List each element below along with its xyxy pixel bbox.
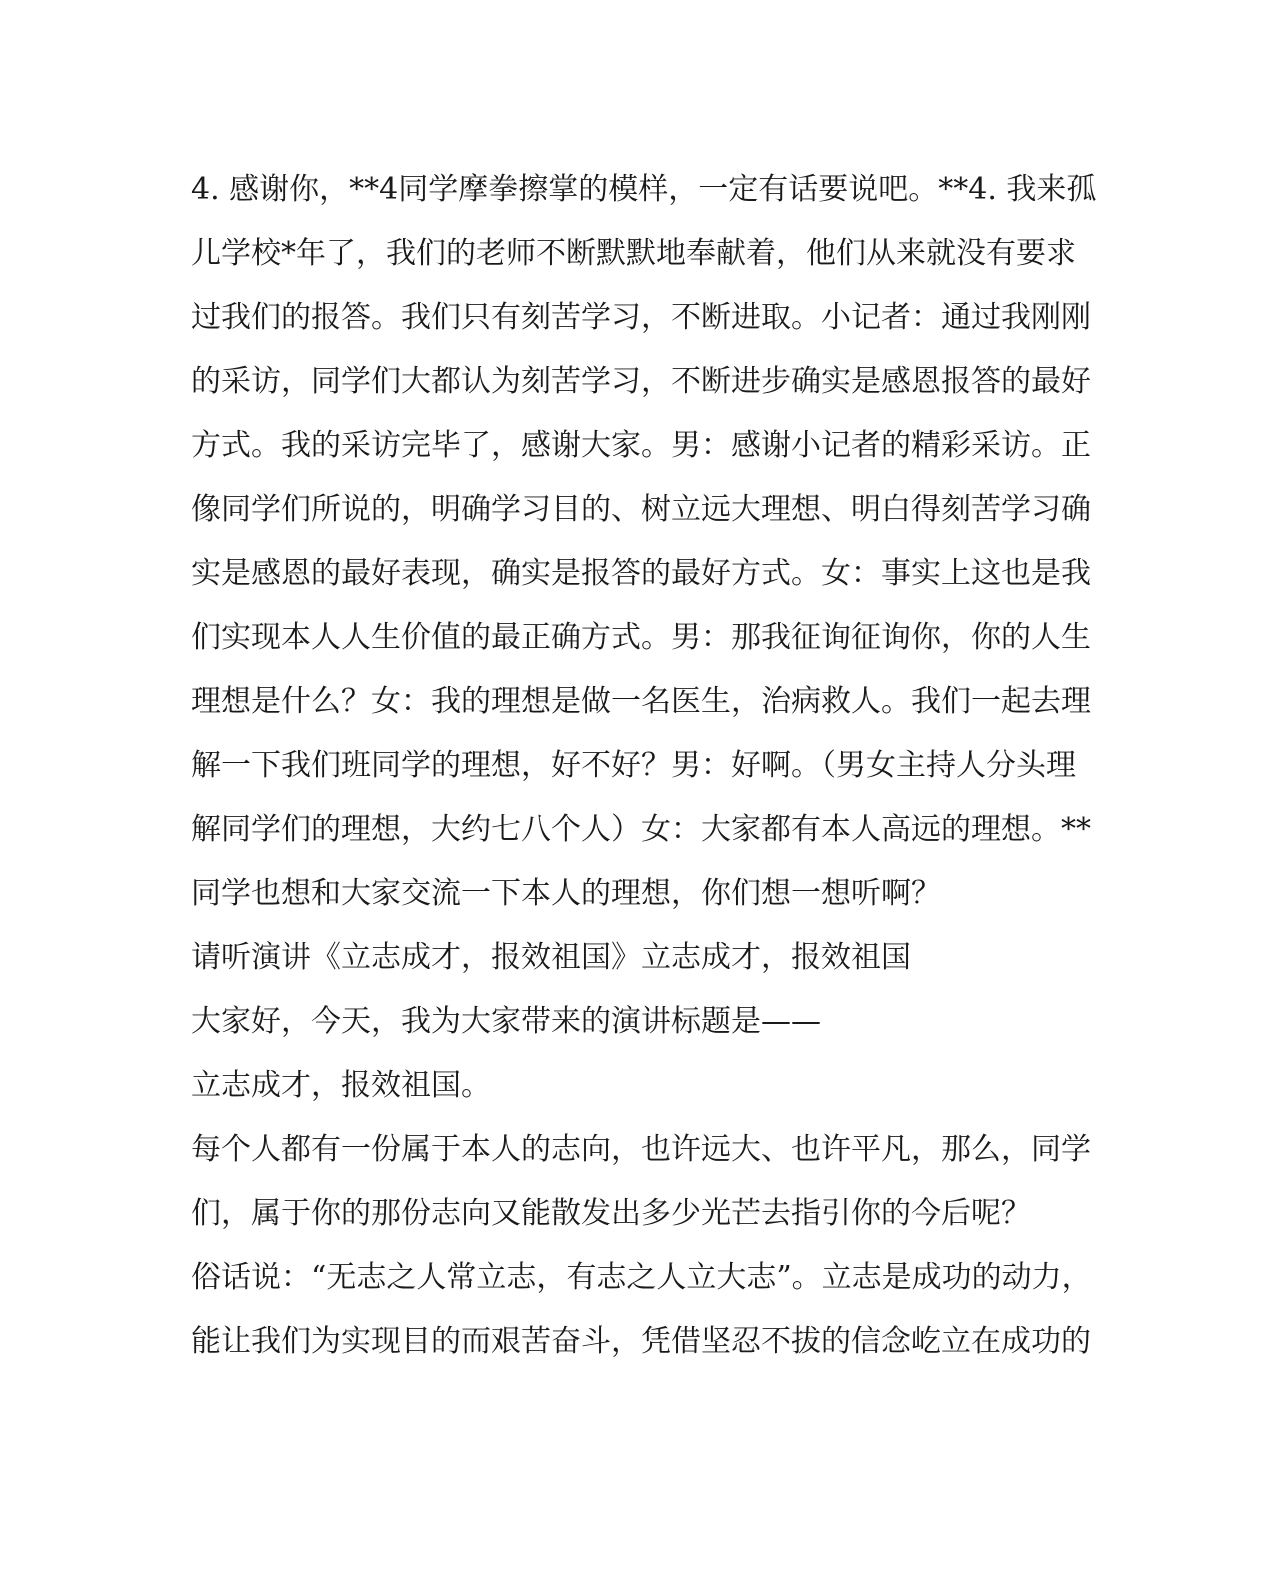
text-line: 过我们的报答。我们只有刻苦学习，不断进取。小记者：通过我刚刚 — [191, 300, 1091, 335]
text-line: 大家好，今天，我为大家带来的演讲标题是—— — [191, 1004, 821, 1039]
text-line: 们实现本人人生价值的最正确方式。男：那我征询征询你，你的人生 — [191, 620, 1091, 655]
text-line: 能让我们为实现目的而艰苦奋斗，凭借坚忍不拔的信念屹立在成功的 — [191, 1324, 1091, 1359]
text-line: 方式。我的采访完毕了，感谢大家。男：感谢小记者的精彩采访。正 — [191, 428, 1091, 463]
document-body — [191, 158, 1097, 1374]
text-line: 俗话说：“无志之人常立志，有志之人立大志”。立志是成功的动力， — [191, 1260, 1092, 1295]
text-line: 的采访，同学们大都认为刻苦学习，不断进步确实是感恩报答的最好 — [191, 364, 1091, 399]
text-line: 理想是什么？女：我的理想是做一名医生，治病救人。我们一起去理 — [191, 684, 1091, 719]
text-line: 立志成才，报效祖国。 — [191, 1068, 491, 1103]
text-line: 请听演讲《立志成才，报效祖国》立志成才，报效祖国 — [191, 940, 911, 975]
text-line: 像同学们所说的，明确学习目的、树立远大理想、明白得刻苦学习确 — [191, 492, 1091, 527]
text-line: 4. 感谢你，**4同学摩拳擦掌的模样，一定有话要说吧。**4. 我来孤 — [191, 172, 1097, 207]
text-line: 们，属于你的那份志向又能散发出多少光芒去指引你的今后呢？ — [191, 1196, 1031, 1231]
text-line: 同学也想和大家交流一下本人的理想，你们想一想听啊？ — [191, 876, 941, 911]
text-line: 每个人都有一份属于本人的志向，也许远大、也许平凡，那么，同学 — [191, 1132, 1091, 1167]
text-line: 实是感恩的最好表现，确实是报答的最好方式。女：事实上这也是我 — [191, 556, 1091, 591]
text-line: 解同学们的理想，大约七八个人）女：大家都有本人高远的理想。** — [191, 812, 1091, 847]
text-line: 解一下我们班同学的理想，好不好？男：好啊。（男女主持人分头理 — [191, 748, 1076, 783]
text-line: 儿学校*年了，我们的老师不断默默地奉献着，他们从来就没有要求 — [191, 236, 1076, 271]
